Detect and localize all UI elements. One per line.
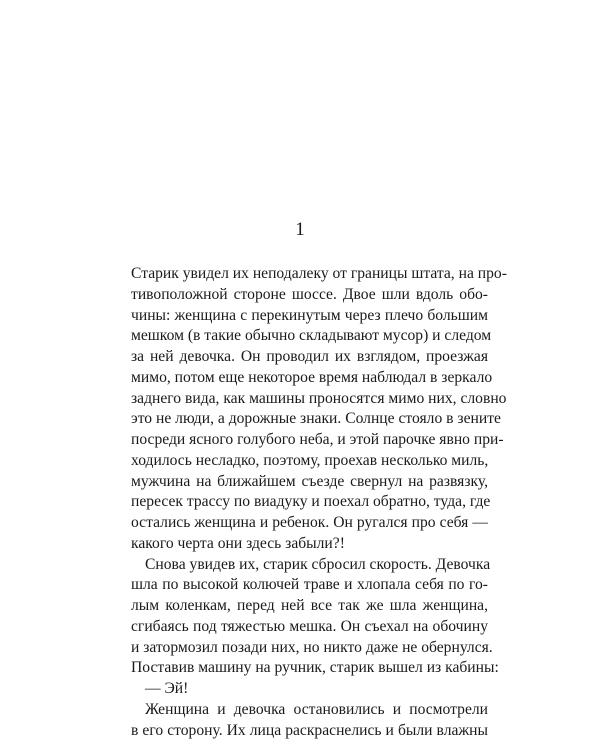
text-line: Старик увидел их неподалеку от границы штата, на про- [131,265,507,282]
text-line: какого черта они здесь забыли?! [131,534,345,552]
text-line: мимо, потом еще некоторое время наблюдал в зеркало [131,368,493,386]
text-line: тивоположной стороне шоссе. Двое шли вдоль обо- [131,285,488,303]
paragraph [131,700,488,742]
text-line: ходилось несладко, поэтому, проехав несколько миль, [131,451,489,469]
paragraph [131,555,499,680]
text-line: шла по высокой колючей траве и хлопала себя по го- [131,576,488,594]
text-line: — Эй! [145,680,189,697]
text-line: Поставив машину на ручник, старик вышел из кабины: [131,659,499,677]
text-line: заднего вида, как машины проносятся мимо них, словно [131,389,507,407]
chapter-text [131,264,507,741]
text-line: остались женщина и ребенок. Он ругался про себя — [131,514,488,531]
text-line: это не люди, а дорожные знаки. Солнце стояло в зените [131,410,501,428]
text-line: за ней девочка. Он проводил их взглядом, проезжая [131,348,488,365]
text-line: пересек трассу по виадуку и поехал обратно, туда, где [131,493,491,511]
text-line: лым коленкам, перед ней все так же шла женщина, [131,597,488,614]
paragraph [131,264,507,555]
chapter-number: 1 [295,219,305,240]
text-line: мешком (в такие обычно складывают мусор) и следом [131,327,492,345]
text-line: в его сторону. Их лица раскраснелись и были влажны [131,721,488,739]
text-line: сгибаясь под тяжестью мешка. Он съехал на обочину [131,617,488,635]
text-line: мужчина на ближайшем съезде свернул на развязку, [131,472,488,490]
text-line: посреди ясного голубого неба, и этой парочке явно при- [131,431,504,448]
text-line: Женщина и девочка остановились и посмотрели [145,700,488,718]
text-line: Снова увидев их, старик сбросил скорость. Девочка [145,555,491,573]
text-line: и затормозил позади них, но никто даже не обернулся. [131,638,493,656]
paragraph [131,679,488,700]
text-line: чины: женщина с перекинутым через плечо большим [131,306,488,324]
